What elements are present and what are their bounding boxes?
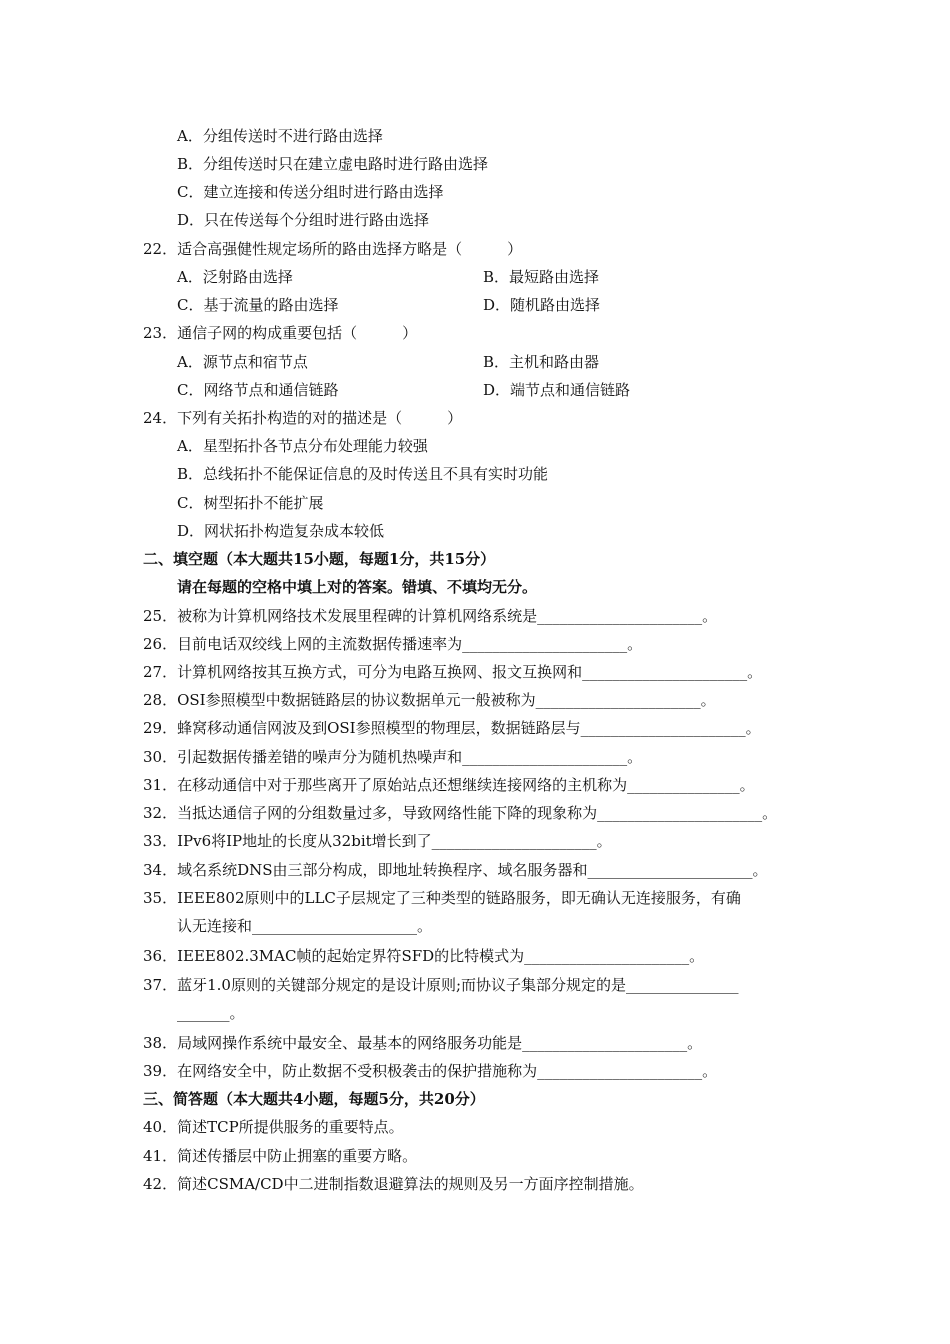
q23-option-c: C．网络节点和通信链路 — [177, 381, 339, 399]
q33: 33．IPv6将IP地址的长度从32bit增长到了______________________。 — [143, 832, 612, 850]
q22-option-b: B．最短路由选择 — [483, 268, 600, 286]
q42: 42．简述CSMA/CD中二进制指数退避算法的规则及另一方面序控制措施。 — [143, 1175, 644, 1193]
q29: 29．蜂窝移动通信网波及到OSI参照模型的物理层，数据链路层与______________________。 — [143, 719, 761, 737]
q23-option-b: B．主机和路由器 — [483, 353, 600, 371]
q27: 27．计算机网络按其互换方式，可分为电路互换网、报文互换网和______________________。 — [143, 663, 763, 681]
q31: 31．在移动通信中对于那些离开了原始站点还想继续连接网络的主机称为_______________。 — [143, 776, 755, 794]
q21-option-d: D．只在传送每个分组时进行路由选择 — [177, 211, 430, 229]
q24-stem: 24．下列有关拓扑构造的对的描述是（ ） — [143, 409, 463, 427]
q28: 28．OSI参照模型中数据链路层的协议数据单元一般被称为______________________。 — [143, 691, 716, 709]
q25: 25．被称为计算机网络技术发展里程碑的计算机网络系统是______________________。 — [143, 607, 718, 625]
q24-option-d: D．网状拓扑构造复杂成本较低 — [177, 522, 385, 540]
q22-option-a: A．泛射路由选择 — [177, 268, 293, 286]
q37-line-1: 37．蓝牙1.0原则的关键部分规定的是设计原则;而协议子集部分规定的是_______________ — [143, 976, 739, 994]
q22-option-c: C．基于流量的路由选择 — [177, 296, 339, 314]
section-2-title: 二、填空题（本大题共15小题，每题1分，共15分） — [143, 550, 496, 568]
q24-option-a: A．星型拓扑各节点分布处理能力较强 — [177, 437, 428, 455]
q37-line-2: _______。 — [177, 1004, 245, 1022]
q30: 30．引起数据传播差错的噪声分为随机热噪声和______________________。 — [143, 748, 643, 766]
q32: 32．当抵达通信子网的分组数量过多，导致网络性能下降的现象称为______________________。 — [143, 804, 778, 822]
q39: 39．在网络安全中，防止数据不受积极袭击的保护措施称为______________________。 — [143, 1062, 718, 1080]
section-3-title: 三、简答题（本大题共4小题，每题5分，共20分） — [143, 1090, 485, 1108]
q34: 34．域名系统DNS由三部分构成，即地址转换程序、域名服务器和______________________。 — [143, 861, 768, 879]
section-2-instruction: 请在每题的空格中填上对的答案。错填、不填均无分。 — [177, 578, 538, 596]
q40: 40．简述TCP所提供服务的重要特点。 — [143, 1118, 404, 1136]
q23-option-a: A．源节点和宿节点 — [177, 353, 308, 371]
q21-option-a: A．分组传送时不进行路由选择 — [177, 127, 383, 145]
q24-option-b: B．总线拓扑不能保证信息的及时传送且不具有实时功能 — [177, 465, 549, 483]
q24-option-c: C．树型拓扑不能扩展 — [177, 494, 324, 512]
q22-option-d: D．随机路由选择 — [483, 296, 601, 314]
q23-stem: 23．通信子网的构成重要包括（ ） — [143, 324, 418, 342]
q21-option-c: C．建立连接和传送分组时进行路由选择 — [177, 183, 444, 201]
q21-option-b: B．分组传送时只在建立虚电路时进行路由选择 — [177, 155, 489, 173]
q26: 26．目前电话双绞线上网的主流数据传播速率为______________________。 — [143, 635, 643, 653]
q35-line-1: 35．IEEE802原则中的LLC子层规定了三种类型的链路服务，即无确认无连接服务，有确 — [143, 889, 741, 907]
q35-line-2: 认无连接和______________________。 — [177, 917, 433, 935]
q36: 36．IEEE802.3MAC帧的起始定界符SFD的比特模式为______________________。 — [143, 947, 705, 965]
q23-option-d: D．端节点和通信链路 — [483, 381, 631, 399]
q38: 38．局域网操作系统中最安全、最基本的网络服务功能是______________________。 — [143, 1034, 703, 1052]
q41: 41．简述传播层中防止拥塞的重要方略。 — [143, 1147, 418, 1165]
q22-stem: 22．适合高强健性规定场所的路由选择方略是（ ） — [143, 240, 523, 258]
